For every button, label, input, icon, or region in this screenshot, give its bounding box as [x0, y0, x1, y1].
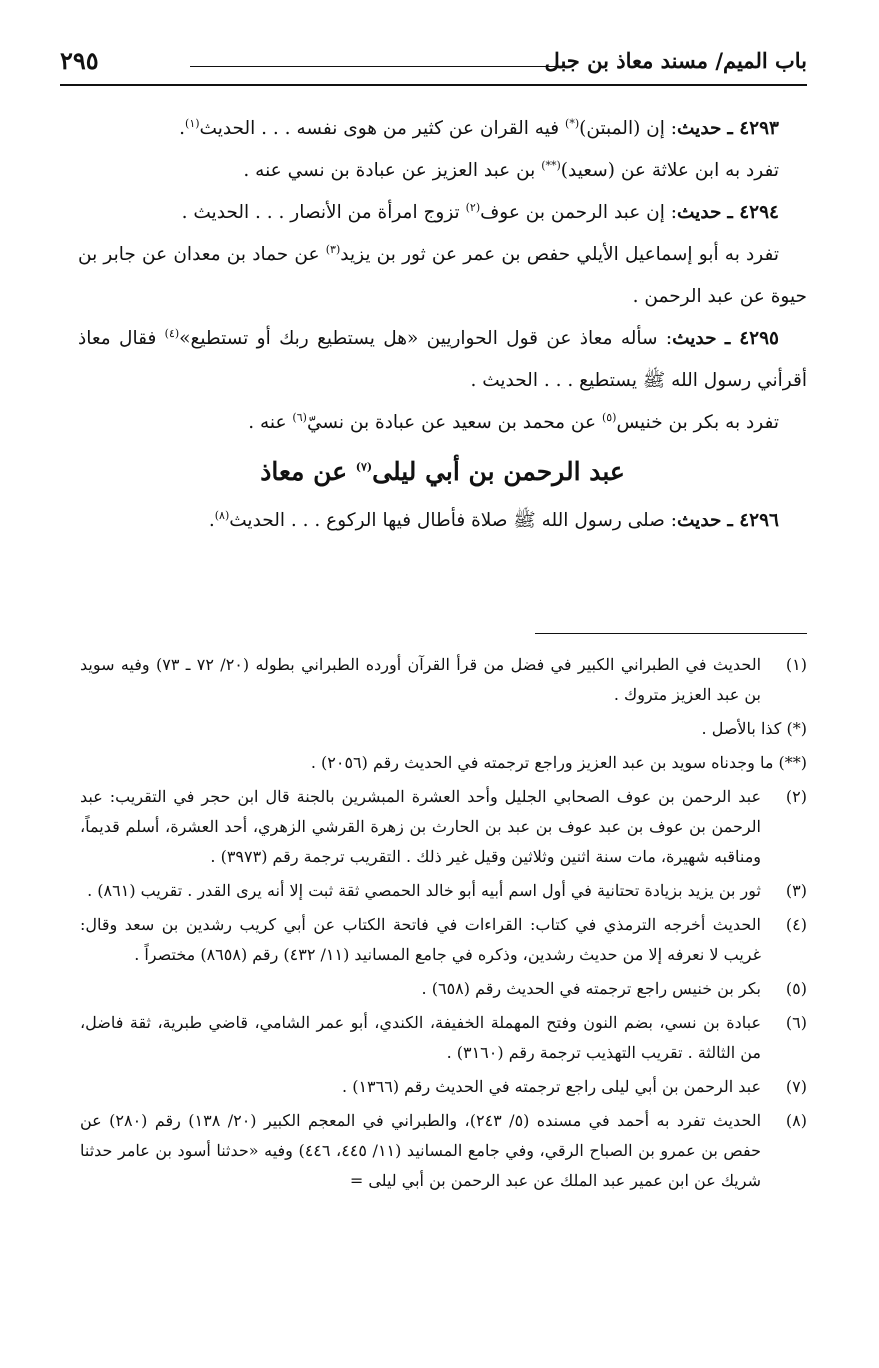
hadith-text: : إن (المبتن) [579, 118, 678, 139]
footnote-text: عبد الرحمن بن أبي ليلى راجع ترجمته في الحديث رقم (١٣٦٦) . [342, 1077, 761, 1096]
section-heading-text: عبد الرحمن بن أبي ليلى [372, 457, 625, 486]
footnote [80, 714, 807, 744]
footnote-marker: (٦) [292, 410, 307, 424]
header-rule [190, 66, 567, 67]
footnote-text: ثور بن يزيد بزيادة تحتانية في أول اسم أبيه أبو خالد الحمصي ثقة ثبت إلا أنه يرى القدر . تقريب (٨٦١) . [87, 881, 761, 900]
tafarrud-4294 [78, 234, 807, 318]
footnote-text: الحديث تفرد به أحمد في مسنده (٥/ ٢٤٣)، والطبراني في المعجم الكبير (٢٠/ ١٣٨) رقم (٢٨٠) عن حفص بن عمرو بن الصباح الرقي، وفي جامع المسانيد (١١/ ٤٤٥، ٤٤٦) وفيه «حدثنا أسود بن عامر حدثنا شريك عن ابن عمير عبد الملك عن عبد الرحمن بن أبي ليلى = [80, 1111, 762, 1190]
footnote-number: (٤) [785, 915, 807, 934]
page-number: ٢٩٥ [60, 46, 99, 75]
hadith-number: ٤٢٩٥ ـ [724, 328, 779, 349]
footnote [80, 650, 807, 710]
footnote-number: (٢) [785, 787, 807, 806]
tafarrud-text: بن عبد العزيز عن عبادة بن نسي عنه . [243, 160, 542, 181]
footnote-number: (٧) [785, 1077, 807, 1096]
hadith-number: ٤٢٩٤ ـ [727, 202, 779, 223]
footnote-marker: (٤) [164, 326, 180, 340]
tafarrud-4295 [78, 402, 807, 444]
hadith-text: : سأله معاذ عن قول الحواريين «هل يستطيع ربك أو تستطيع» [179, 328, 673, 349]
footnote [80, 782, 807, 872]
footnote-number: (١) [785, 655, 807, 674]
running-header [60, 44, 807, 86]
hadith-4294 [78, 192, 807, 234]
footnote-text: ما وجدناه سويد بن عبد العزيز وراجع ترجمته في الحديث رقم (٢٠٥٦) . [310, 753, 774, 772]
hadith-label: حديث [677, 202, 722, 223]
hadith-text: . [179, 118, 186, 139]
footnote [80, 748, 807, 778]
footnote-text: كذا بالأصل . [701, 719, 782, 738]
tafarrud-4293 [78, 150, 807, 192]
hadith-number: ٤٢٩٣ ـ [727, 118, 779, 139]
footnote-marker: (٨) [214, 508, 230, 522]
footnote-number: (٦) [785, 1013, 807, 1032]
hadith-label: حديث [672, 328, 717, 349]
hadith-text: تزوج امرأة من الأنصار . . . الحديث . [181, 202, 466, 223]
footnote-marker: (٧) [355, 460, 373, 474]
main-text [78, 108, 807, 542]
footnote-number: (*) [786, 719, 807, 738]
footnote-number: (٥) [785, 979, 807, 998]
hadith-4293 [78, 108, 807, 150]
hadith-number: ٤٢٩٦ ـ [727, 510, 779, 531]
footnote-marker: (*) [565, 116, 580, 130]
section-heading [78, 450, 807, 494]
footnote-marker: (٢) [465, 200, 481, 214]
tafarrud-text: عن محمد بن سعيد عن عبادة بن نسيّ [306, 412, 602, 433]
tafarrud-text: تفرد به بكر بن خنيس [616, 412, 779, 433]
hadith-text: : صلى رسول الله ﷺ صلاة فأطال فيها الركوع . . . الحديث [229, 510, 678, 531]
footnote [80, 1008, 807, 1068]
footnote-number: (٨) [785, 1111, 807, 1130]
footnote-marker: (**) [541, 158, 561, 172]
footnote-text: الحديث في الطبراني الكبير في فضل من قرأ القرآن أورده الطبراني بطوله (٢٠/ ٧٢ ـ ٧٣) وفيه سويد بن عبد العزيز متروك . [80, 655, 762, 704]
hadith-label: حديث [677, 118, 722, 139]
hadith-text: فيه القران عن كثير من هوى نفسه . . . الحديث [199, 118, 566, 139]
hadith-4295 [78, 318, 807, 402]
tafarrud-text: عن حماد بن معدان عن جابر بن حيوة عن عبد الرحمن . [78, 244, 807, 307]
footnote-text: عبادة بن نسي، بضم النون وفتح المهملة الخفيفة، الكندي، أبو عمر الشامي، قاضي طبرية، ثقة فاضل، من الثالثة . تقريب التهذيب ترجمة رقم (٣١٦٠) . [80, 1013, 762, 1062]
section-heading-text: عن معاذ [260, 457, 356, 486]
footnote-number: (٣) [785, 881, 807, 900]
footnotes [80, 650, 807, 1200]
footnote [80, 1106, 807, 1196]
footnote-separator [535, 633, 807, 634]
hadith-text: . [208, 510, 215, 531]
footnote [80, 910, 807, 970]
footnote [80, 876, 807, 906]
hadith-label: حديث [677, 510, 722, 531]
hadith-text: فقال معاذ أقرأني رسول الله ﷺ يستطيع . . . الحديث . [78, 328, 807, 391]
footnote-marker: (٥) [601, 410, 617, 424]
header-title: باب الميم/ مسند معاذ بن جبل [533, 48, 807, 73]
footnote-text: بكر بن خنيس راجع ترجمته في الحديث رقم (٦٥٨) . [421, 979, 761, 998]
footnote [80, 1072, 807, 1102]
tafarrud-text: تفرد به ابن علاثة عن (سعيد) [560, 160, 779, 181]
footnote-text: عبد الرحمن بن عوف الصحابي الجليل وأحد العشرة المبشرين بالجنة قال ابن حجر في التقريب: عبد الرحمن بن عوف بن عبد عوف بن عبد بن الحارث بن زهرة القرشي الزهري، أحد العشرة، أسلم قديماً، ومناقبه شهيرة، مات سنة اثنين وثلاثين وقيل غير ذلك . التقريب ترجمة رقم (٣٩٧٣) . [80, 787, 761, 866]
footnote-number: (**) [778, 753, 807, 772]
footnote-text: الحديث أخرجه الترمذي في كتاب: القراءات في فاتحة الكتاب عن أبي كريب رشدين بن سعد وقال: غريب لا نعرفه إلا من حديث رشدين، وذكره في جامع المسانيد (١١/ ٤٣٢) رقم (٨٦٥٨) مختصراً . [80, 915, 761, 964]
tafarrud-text: عنه . [248, 412, 293, 433]
tafarrud-text: تفرد به أبو إسماعيل الأيلي حفص بن عمر عن ثور بن يزيد [340, 244, 780, 265]
footnote-marker: (٣) [325, 242, 341, 256]
hadith-4296 [78, 500, 807, 542]
footnote [80, 974, 807, 1004]
footnote-marker: (١) [185, 116, 200, 130]
hadith-text: : إن عبد الرحمن بن عوف [480, 202, 678, 223]
